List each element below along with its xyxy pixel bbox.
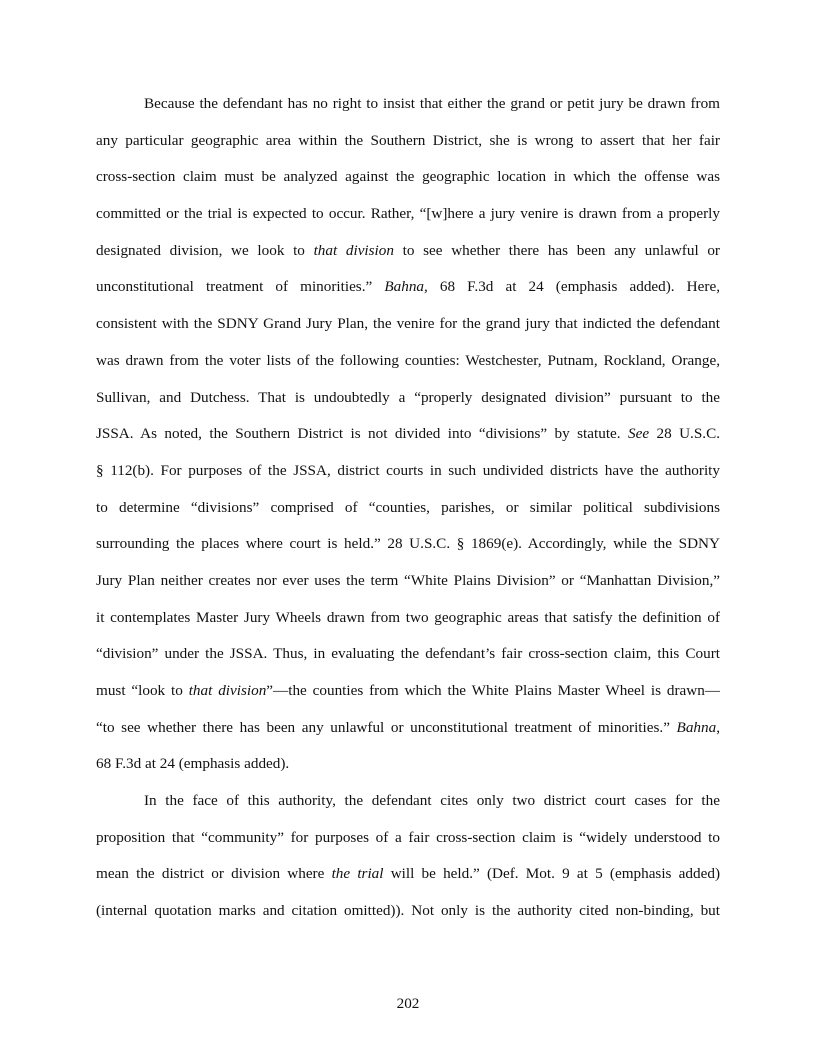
italic-text: that division bbox=[188, 682, 267, 699]
text-line bbox=[96, 636, 720, 673]
text-line bbox=[96, 269, 720, 306]
text-run: to see whether there has been any unlawful or bbox=[393, 241, 720, 259]
text-line bbox=[96, 233, 720, 270]
paragraph-2 bbox=[96, 783, 720, 930]
text-line bbox=[96, 196, 720, 233]
text-run: must “look to bbox=[96, 682, 189, 699]
text-line bbox=[96, 416, 720, 453]
text-line bbox=[96, 380, 720, 417]
text-run: mean the district or division where bbox=[96, 865, 332, 883]
text-line bbox=[96, 343, 720, 380]
text-run: (internal quotation marks and citation omitted)). Not only is the authority cited non-binding, but bbox=[96, 902, 720, 920]
text-line bbox=[96, 123, 720, 160]
text-line bbox=[96, 856, 720, 893]
text-run: “division” under the JSSA. Thus, in evaluating the defendant’s fair cross-section claim, this Court bbox=[96, 645, 720, 663]
text-line bbox=[96, 893, 720, 930]
italic-text: Bahna bbox=[384, 278, 425, 296]
text-run: Sullivan, and Dutchess. That is undoubtedly a “properly designated division” pursuant to the bbox=[96, 388, 720, 406]
text-run: will be held.” (Def. Mot. 9 at 5 (emphasis added) bbox=[383, 865, 720, 883]
text-run: Because the defendant has no right to insist that either the grand or petit jury be drawn from bbox=[144, 95, 720, 112]
text-run: it contemplates Master Jury Wheels drawn from two geographic areas that satisfy the definition of bbox=[96, 608, 720, 626]
text-line bbox=[96, 159, 720, 196]
text-line bbox=[96, 526, 720, 563]
text-line bbox=[96, 86, 720, 123]
document-body bbox=[96, 86, 720, 930]
text-run: Jury Plan neither creates nor ever uses the term “White Plains Division” or “Manhattan Division,” bbox=[96, 571, 720, 589]
page-number: 202 bbox=[396, 995, 420, 1012]
text-run: committed or the trial is expected to occur. Rather, “[w]here a jury venire is drawn from a properly bbox=[96, 205, 720, 223]
text-line bbox=[96, 710, 720, 747]
text-run: JSSA. As noted, the Southern District is not divided into “divisions” by statute. bbox=[96, 425, 628, 443]
text-run: ”—the counties from which the White Plains Master Wheel is drawn— bbox=[266, 682, 720, 699]
text-run: consistent with the SDNY Grand Jury Plan, the venire for the grand jury that indicted the defendant bbox=[96, 315, 720, 333]
text-run: “to see whether there has been any unlawful or unconstitutional treatment of minorities.” bbox=[96, 718, 677, 736]
italic-text: Bahna bbox=[676, 718, 717, 736]
text-run: In the face of this authority, the defendant cites only two district court cases for the bbox=[144, 792, 720, 810]
italic-text: See bbox=[628, 425, 650, 443]
text-run: designated division, we look to bbox=[96, 241, 314, 259]
text-run: cross-section claim must be analyzed against the geographic location in which the offense was bbox=[96, 168, 720, 186]
paragraph-1 bbox=[96, 86, 720, 783]
text-run: 28 U.S.C. bbox=[649, 425, 720, 443]
text-line bbox=[96, 306, 720, 343]
text-run: , bbox=[716, 718, 720, 736]
text-run: 68 F.3d at 24 (emphasis added). bbox=[96, 755, 290, 773]
text-line bbox=[96, 600, 720, 637]
text-run: proposition that “community” for purposes of a fair cross-section claim is “widely understood to bbox=[96, 828, 720, 846]
text-run: § 112(b). For purposes of the JSSA, district courts in such undivided districts have the authority bbox=[96, 461, 720, 479]
text-line bbox=[96, 820, 720, 857]
text-run: , 68 F.3d at 24 (emphasis added). Here, bbox=[424, 278, 720, 296]
text-line bbox=[96, 490, 720, 527]
text-run: to determine “divisions” comprised of “counties, parishes, or similar political subdivisions bbox=[96, 498, 720, 516]
text-line bbox=[96, 746, 720, 783]
text-run: unconstitutional treatment of minorities.” bbox=[96, 278, 385, 296]
text-line bbox=[96, 563, 720, 600]
italic-text: the trial bbox=[331, 865, 384, 883]
text-line bbox=[96, 783, 720, 820]
italic-text: that division bbox=[313, 241, 394, 259]
text-run: surrounding the places where court is held.” 28 U.S.C. § 1869(e). Accordingly, while the SDNY bbox=[96, 535, 720, 553]
text-run: any particular geographic area within the Southern District, she is wrong to assert that her fair bbox=[96, 131, 720, 149]
text-run: was drawn from the voter lists of the following counties: Westchester, Putnam, Rockland, Orange, bbox=[96, 351, 720, 369]
text-line bbox=[96, 453, 720, 490]
text-line bbox=[96, 673, 720, 710]
